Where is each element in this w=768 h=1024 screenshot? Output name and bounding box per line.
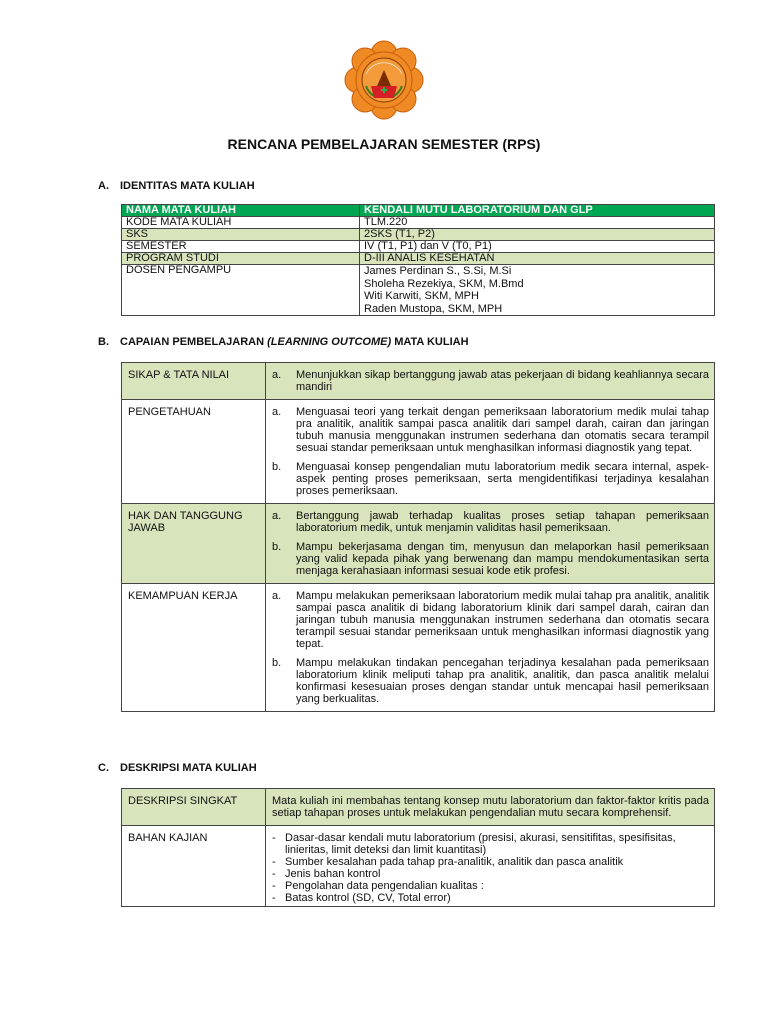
bullet-dash: - [272, 868, 276, 880]
dosen-name: James Perdinan S., S.Si, M.Si [364, 265, 512, 277]
bullet-dash: - [272, 856, 276, 868]
item-marker: b. [272, 541, 282, 553]
bahan-text: Batas kontrol (SD, CV, Total error) [285, 892, 451, 904]
item-marker: a. [272, 590, 282, 602]
section-b-title-pre: CAPAIAN PEMBELAJARAN [120, 336, 268, 348]
outcome-row [122, 363, 715, 400]
item-marker: a. [272, 369, 282, 381]
identity-value: TLM.220 [360, 217, 715, 229]
outcome-item [272, 461, 709, 497]
outcome-label: KEMAMPUAN KERJA [122, 584, 266, 712]
outcome-item [272, 406, 709, 454]
dosen-name: Sholeha Rezekiya, SKM, M.Bmd [364, 277, 524, 290]
outcome-label: HAK DAN TANGGUNG JAWAB [122, 504, 266, 584]
bullet-dash: - [272, 892, 276, 904]
item-text: Mampu bekerjasama dengan tim, menyusun dan melaporkan hasil pemeriksaan yang valid kepada pihak yang berwenang dan mampu mendokumentasikan serta menjaga kerahasiaan informasi sesuai kode etik profesi. [296, 541, 709, 577]
item-text: Menunjukkan sikap bertanggung jawab atas pekerjaan di bidang keahliannya secara mandiri [296, 369, 709, 393]
item-text: Menguasai teori yang terkait dengan pemeriksaan laboratorium medik mulai tahap pra analitik, analitik sampai pasca analitik dari sampel darah, cairan dan jaringan tubuh manusia menggunakan instrumen sederhana dan otomatis secara terampil sesuai standar pemeriksaan untuk menghasilkan informasi diagnostik yang tepat. [296, 406, 709, 454]
section-b-heading [98, 336, 469, 348]
identity-label: NAMA MATA KULIAH [122, 205, 360, 217]
bullet-dash: - [272, 880, 276, 892]
dosen-name: Witi Karwiti, SKM, MPH [364, 290, 479, 302]
outcome-row [122, 504, 715, 584]
outcome-items [266, 504, 715, 584]
institution-logo [344, 40, 424, 120]
section-c-letter: C. [98, 762, 109, 774]
dosen-list [360, 265, 715, 316]
bullet-dash: - [272, 832, 276, 844]
identity-label: SKS [122, 229, 360, 241]
bahan-list [266, 826, 715, 907]
deskripsi-text: Mata kuliah ini membahas tentang konsep mutu laboratorium dan faktor-faktor kritis pada setiap tahapan proses untuk melakukan pengendalian mutu secara komprehensif. [272, 795, 709, 819]
outcome-items [266, 363, 715, 400]
identity-label: SEMESTER [122, 241, 360, 253]
identity-value: D-III ANALIS KESEHATAN [360, 253, 715, 265]
item-marker: a. [272, 406, 282, 418]
section-b-title-italic: (LEARNING OUTCOME) [267, 336, 392, 348]
outcome-label: PENGETAHUAN [122, 400, 266, 504]
outcome-item [272, 590, 709, 650]
outcome-item [272, 541, 709, 577]
identity-label: DOSEN PENGAMPU [122, 265, 360, 316]
item-marker: a. [272, 510, 282, 522]
bahan-text: Sumber kesalahan pada tahap pra-analitik, analitik dan pasca analitik [285, 856, 624, 868]
item-text: Mampu melakukan tindakan pencegahan terjadinya kesalahan pada pemeriksaan laboratorium klinik meliputi tahap pra analitik, analitik, dan pasca analitik melalui konfirmasi kesesuaian proses dengan standar untuk mencapai hasil pemeriksaan yang berkualitas. [296, 657, 709, 705]
section-c-title: DESKRIPSI MATA KULIAH [120, 762, 257, 774]
identity-value: IV (T1, P1) dan V (T0, P1) [360, 241, 715, 253]
bahan-text: Pengolahan data pengendalian kualitas : [285, 880, 484, 892]
identity-value: 2SKS (T1, P2) [360, 229, 715, 241]
item-marker: b. [272, 657, 282, 669]
item-text: Menguasai konsep pengendalian mutu laboratorium medik secara internal, aspek-aspek penting proses pemeriksaan, serta mengidentifikasi terjadinya kesalahan proses pemeriksaan. [296, 461, 709, 497]
bahan-text: Dasar-dasar kendali mutu laboratorium (presisi, akurasi, sensitifitas, spesifisitas, linieritas, limit deteksi dan limit kuantitasi) [285, 832, 676, 856]
description-table [121, 788, 715, 907]
bahan-text: Jenis bahan kontrol [285, 868, 381, 880]
item-text: Bertanggung jawab terhadap kualitas proses setiap tahapan pemeriksaan laboratorium medik, untuk menjamin validitas hasil pemeriksaan. [296, 510, 709, 534]
identity-label: PROGRAM STUDI [122, 253, 360, 265]
section-c-heading [98, 762, 257, 774]
item-marker: b. [272, 461, 282, 473]
section-b-title-post: MATA KULIAH [391, 336, 469, 348]
identity-row [122, 205, 715, 217]
section-a-heading [98, 180, 255, 192]
outcome-row [122, 584, 715, 712]
section-a-letter: A. [98, 180, 109, 192]
outcome-item [272, 369, 709, 393]
bahan-item [272, 868, 709, 880]
bahan-item [272, 880, 709, 892]
identity-row [122, 253, 715, 265]
description-row [122, 789, 715, 826]
dosen-name: Raden Mustopa, SKM, MPH [364, 302, 503, 315]
identity-row-dosen [122, 265, 715, 316]
section-a-title: IDENTITAS MATA KULIAH [120, 180, 255, 192]
identity-value: KENDALI MUTU LABORATORIUM DAN GLP [360, 205, 715, 217]
bahan-item [272, 892, 709, 904]
identity-table [121, 204, 715, 316]
bahan-item [272, 856, 709, 868]
document-title: RENCANA PEMBELAJARAN SEMESTER (RPS) [227, 136, 541, 152]
outcome-items [266, 584, 715, 712]
bahan-row [122, 826, 715, 907]
outcome-row [122, 400, 715, 504]
section-b-letter: B. [98, 336, 109, 348]
bahan-label: BAHAN KAJIAN [122, 826, 266, 907]
item-text: Mampu melakukan pemeriksaan laboratorium medik mulai tahap pra analitik, analitik sampai pasca analitik di bidang laboratorium klinik dari sampel darah, cairan dan jaringan tubuh manusia menggunakan instrumen sederhana dan otomatis secara terampil sesuai standar pemeriksaan untuk menghasilkan informasi diagnostik yang tepat. [296, 590, 709, 650]
identity-label: KODE MATA KULIAH [122, 217, 360, 229]
outcome-table [121, 362, 715, 712]
identity-row [122, 241, 715, 253]
identity-row [122, 217, 715, 229]
bahan-item [272, 832, 709, 856]
outcome-item [272, 510, 709, 534]
deskripsi-cell [266, 789, 715, 826]
outcome-item [272, 657, 709, 705]
outcome-label: SIKAP & TATA NILAI [122, 363, 266, 400]
identity-row [122, 229, 715, 241]
outcome-items [266, 400, 715, 504]
deskripsi-label: DESKRIPSI SINGKAT [122, 789, 266, 826]
